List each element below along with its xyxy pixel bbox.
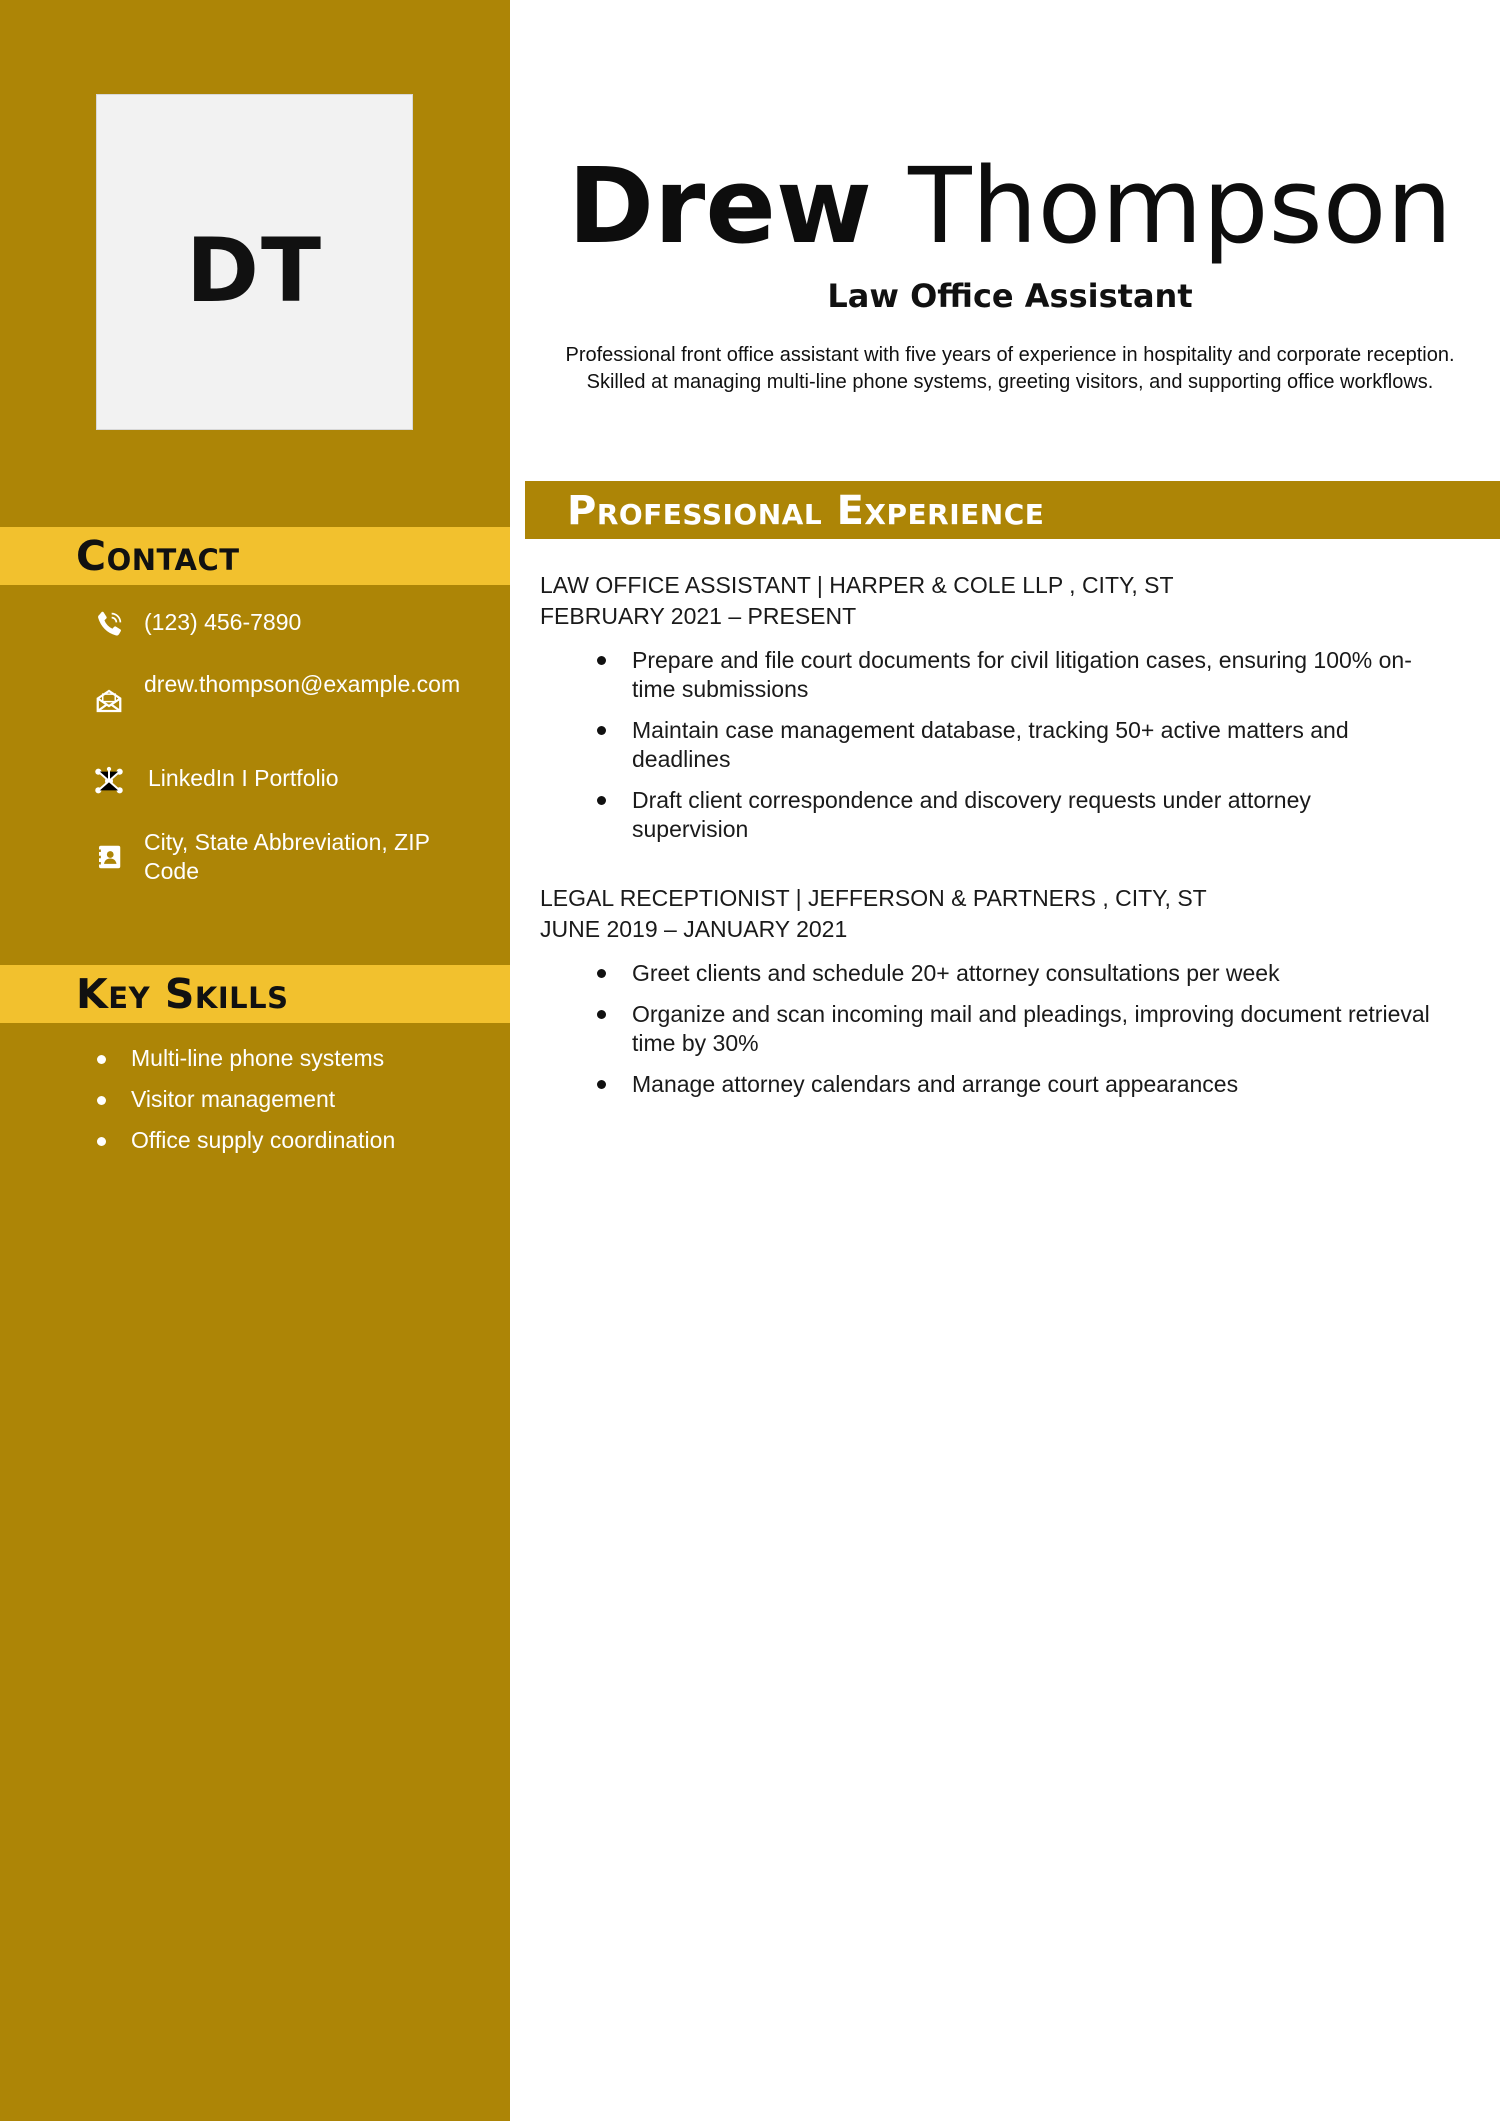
job-bullet: Manage attorney calendars and arrange court appearances bbox=[540, 1070, 1440, 1099]
job-title-line: LAW OFFICE ASSISTANT | HARPER & COLE LLP , CITY, ST bbox=[540, 572, 1174, 598]
job-title: Law Office Assistant bbox=[827, 277, 1193, 315]
job-bullet: Prepare and file court documents for civil litigation cases, ensuring 100% on-time submissions bbox=[540, 646, 1440, 704]
contact-links[interactable] bbox=[92, 764, 492, 798]
address-book-icon bbox=[92, 840, 126, 874]
job-bullet: Maintain case management database, tracking 50+ active matters and deadlines bbox=[540, 716, 1440, 774]
location-text: City, State Abbreviation, ZIP Code bbox=[144, 829, 430, 884]
email-text: drew.thompson@example.com bbox=[144, 671, 461, 697]
job-bullets bbox=[540, 646, 1480, 844]
job-bullet: Greet clients and schedule 20+ attorney consultations per week bbox=[540, 959, 1440, 988]
skills-heading-band bbox=[0, 965, 510, 1023]
skill-item: Multi-line phone systems bbox=[96, 1044, 395, 1073]
last-name: Thompson bbox=[908, 145, 1453, 267]
job-bullet: Draft client correspondence and discovery requests under attorney supervision bbox=[540, 786, 1440, 844]
contact-location[interactable] bbox=[92, 828, 492, 886]
monogram: DT bbox=[185, 218, 324, 322]
skill-item: Office supply coordination bbox=[96, 1126, 395, 1155]
contact-heading: Contact bbox=[76, 532, 240, 580]
job-entry bbox=[540, 883, 1480, 1111]
skills-heading: Key Skills bbox=[76, 970, 289, 1018]
envelope-icon bbox=[92, 684, 126, 718]
job-title-line: LEGAL RECEPTIONIST | JEFFERSON & PARTNERS , CITY, ST bbox=[540, 885, 1207, 911]
contact-phone[interactable] bbox=[92, 608, 492, 642]
skills-list bbox=[96, 1044, 395, 1167]
phone-icon bbox=[92, 608, 126, 642]
first-name: Drew bbox=[567, 145, 872, 267]
job-bullet: Organize and scan incoming mail and pleadings, improving document retrieval time by 30% bbox=[540, 1000, 1440, 1058]
job-entry bbox=[540, 570, 1480, 856]
links-text: LinkedIn I Portfolio bbox=[148, 765, 339, 791]
summary: Professional front office assistant with five years of experience in hospitality and corporate reception. Skilled at managing multi-line phone systems, greeting visitors, and supporting office workflows. bbox=[565, 344, 1455, 393]
job-dates: FEBRUARY 2021 – PRESENT bbox=[540, 603, 857, 629]
contact-email[interactable] bbox=[92, 670, 492, 718]
experience-heading: Professional Experience bbox=[567, 488, 1045, 534]
contact-heading-band bbox=[0, 527, 510, 585]
sidebar bbox=[0, 0, 510, 2121]
job-bullets bbox=[540, 959, 1480, 1099]
full-name bbox=[510, 146, 1500, 266]
experience-heading-band bbox=[525, 481, 1500, 539]
network-icon bbox=[92, 764, 126, 798]
job-dates: JUNE 2019 – JANUARY 2021 bbox=[540, 916, 848, 942]
phone-text: (123) 456-7890 bbox=[144, 609, 302, 635]
skill-item: Visitor management bbox=[96, 1085, 395, 1114]
monogram-box bbox=[96, 94, 413, 430]
